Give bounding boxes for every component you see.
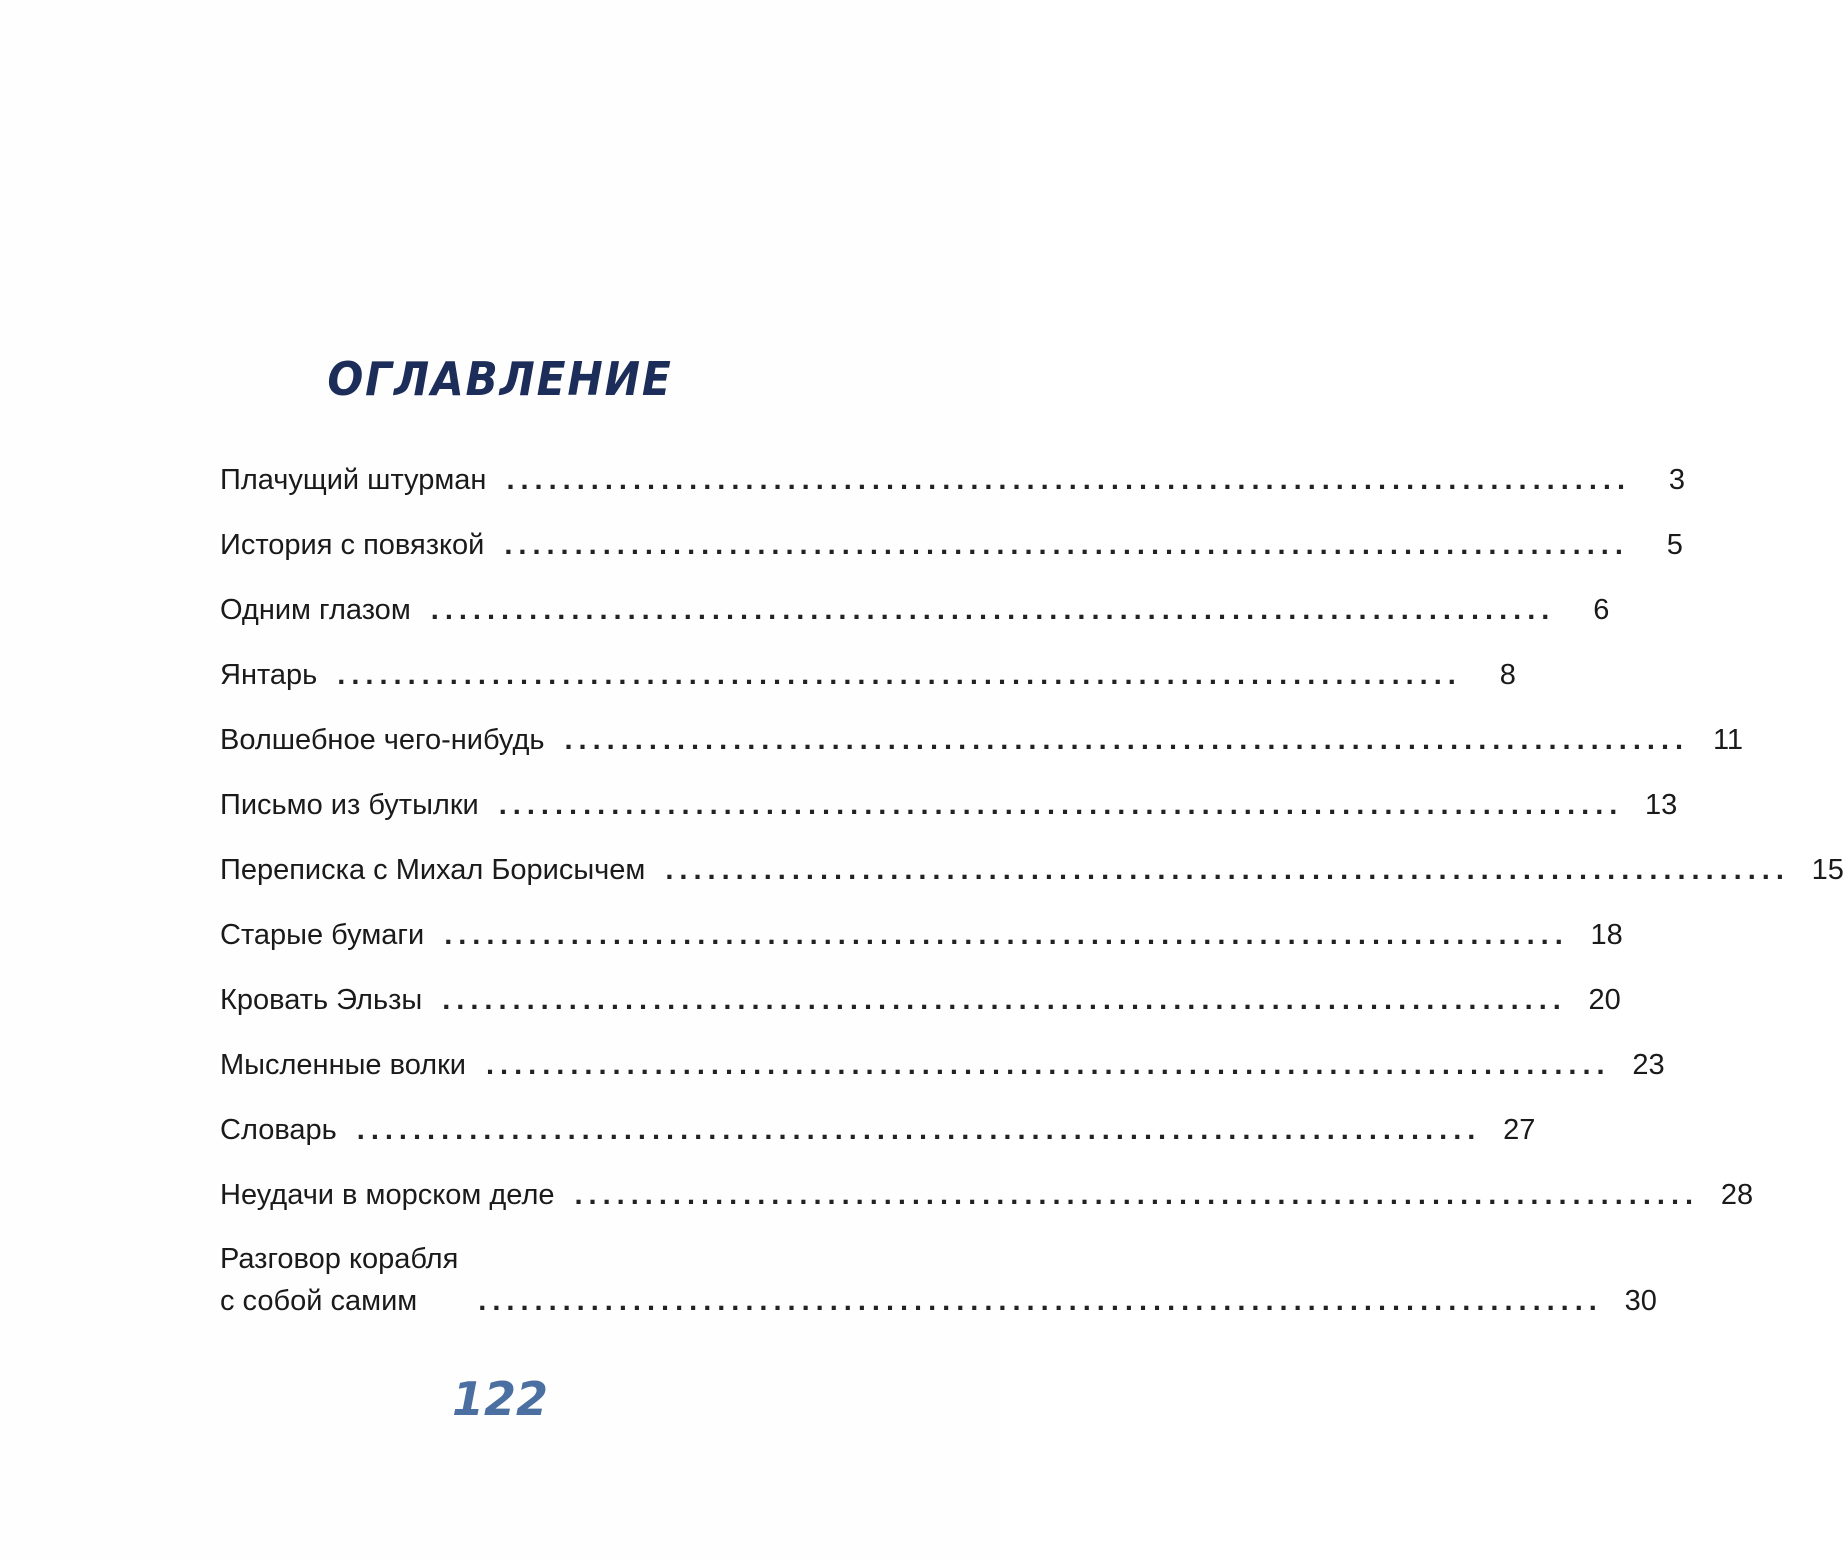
toc-entry-title: Переписка с Михал Борисычем (220, 854, 646, 886)
toc-leader-dots: ................................................................................ (356, 1114, 1482, 1146)
toc-entry-page: 13 (1645, 789, 1678, 821)
toc-leader-dots: ................................................................................ (478, 1285, 1603, 1317)
toc-entry (220, 700, 1744, 765)
toc-entry-title: Одним глазом (220, 594, 411, 626)
toc-entry-page: 11 (1712, 724, 1744, 756)
toc-entry-title: Письмо из бутылки (220, 789, 479, 821)
toc-entry (220, 1155, 1754, 1220)
toc-leader-dots: ................................................................................ (498, 789, 1624, 821)
toc-entry (220, 765, 1678, 830)
toc-entry-title: Старые бумаги (220, 919, 425, 951)
toc-entry-page: 5 (1666, 529, 1683, 561)
toc-entry-page: 23 (1632, 1049, 1665, 1081)
toc-entry-title: История с повязкой (220, 529, 485, 561)
toc-entry-page: 20 (1588, 984, 1621, 1016)
toc-entry (220, 830, 1844, 895)
toc-entry-title: Волшебное чего-нибудь (220, 724, 545, 756)
toc-leader-dots: ................................................................................ (430, 594, 1556, 626)
toc-leader-dots: ................................................................................ (442, 984, 1567, 1016)
table-of-contents (220, 440, 1844, 1326)
toc-leader-dots: ................................................................................ (337, 659, 1462, 691)
toc-leader-dots: ................................................................................ (486, 1049, 1611, 1081)
toc-entry (220, 895, 1623, 960)
toc-entry-page: 27 (1503, 1114, 1536, 1146)
toc-leader-dots: ................................................................................ (564, 724, 1690, 756)
toc-leader-dots: ................................................................................ (444, 919, 1569, 951)
toc-entry (220, 1220, 1657, 1326)
toc-heading: ОГЛАВЛЕНИЕ (327, 352, 673, 406)
toc-entry-title: Янтарь (220, 659, 318, 691)
toc-entry-page: 18 (1590, 919, 1623, 951)
toc-leader-dots: ................................................................................ (506, 464, 1632, 496)
toc-entry (220, 635, 1516, 700)
toc-entry-page: 30 (1624, 1285, 1657, 1317)
toc-entry-page: 6 (1593, 594, 1610, 626)
toc-entry-title: Словарь (220, 1114, 337, 1146)
toc-leader-dots: ................................................................................ (665, 854, 1790, 886)
toc-entry-title: Неудачи в морском деле (220, 1179, 555, 1211)
toc-entry (220, 505, 1683, 570)
toc-entry-title: Мысленные волки (220, 1049, 466, 1081)
toc-entry-title: Разговор корабля с собой самим (220, 1243, 459, 1317)
toc-entry (220, 960, 1621, 1025)
toc-leader-dots: ................................................................................ (504, 529, 1629, 561)
toc-entry-page: 28 (1720, 1179, 1754, 1211)
toc-entry (220, 440, 1686, 505)
toc-entry (220, 1025, 1665, 1090)
toc-leader-dots: ................................................................................ (574, 1179, 1700, 1211)
toc-entry (220, 570, 1610, 635)
toc-entry (220, 1090, 1536, 1155)
toc-entry-title: Плачущий штурман (220, 464, 487, 496)
page-number: 122 (451, 1372, 549, 1426)
toc-entry-title: Кровать Эльзы (220, 984, 423, 1016)
toc-entry-page: 8 (1499, 659, 1516, 691)
toc-entry-page: 3 (1668, 464, 1686, 496)
toc-entry-page: 15 (1811, 854, 1844, 886)
